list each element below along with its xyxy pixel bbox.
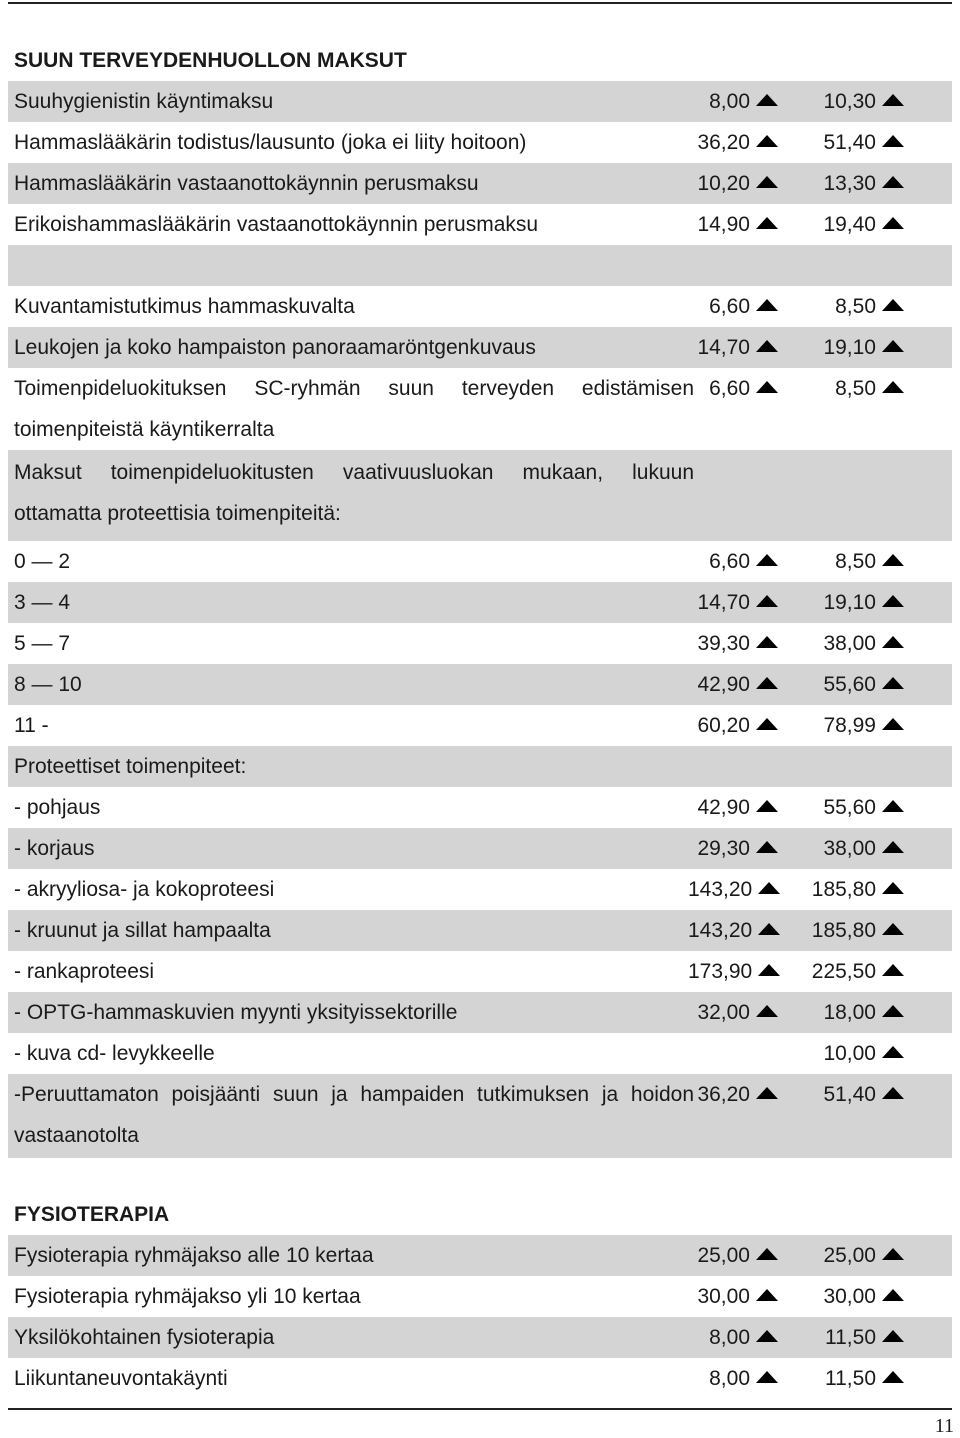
euro-icon <box>882 176 904 188</box>
price-1: 36,20 <box>688 122 778 163</box>
table-row <box>8 1033 952 1074</box>
price-2: 10,30 <box>808 81 904 122</box>
row-label: - rankaproteesi <box>14 960 155 983</box>
table-row <box>8 623 952 664</box>
euro-icon <box>882 1248 904 1260</box>
row-label: - OPTG-hammaskuvien myynti yksityissektorille <box>14 1001 458 1024</box>
price-1: 143,20 <box>688 869 778 910</box>
price-1: 25,00 <box>688 1235 778 1276</box>
table-row <box>8 122 952 163</box>
table-row <box>8 992 952 1033</box>
price-2: 51,40 <box>808 1074 904 1115</box>
price-2: 8,50 <box>808 541 904 582</box>
euro-icon <box>882 381 904 393</box>
euro-icon <box>882 718 904 730</box>
euro-icon <box>882 1371 904 1383</box>
price-1: 42,90 <box>688 787 778 828</box>
price-1: 10,20 <box>688 163 778 204</box>
price-1: 8,00 <box>688 1317 778 1358</box>
euro-icon <box>882 923 904 935</box>
row-label: Hammaslääkärin todistus/lausunto (joka ei liity hoitoon) <box>14 131 527 154</box>
euro-icon <box>882 1087 904 1099</box>
table-row <box>8 951 952 992</box>
euro-icon <box>882 964 904 976</box>
table-row <box>8 1358 952 1399</box>
euro-icon <box>882 595 904 607</box>
price-2: 19,40 <box>808 204 904 245</box>
euro-icon <box>882 135 904 147</box>
bottom-rule <box>8 1408 952 1410</box>
table-row <box>8 1235 952 1276</box>
euro-icon <box>756 340 778 352</box>
euro-icon <box>756 636 778 648</box>
table-row <box>8 828 952 869</box>
table-row <box>8 664 952 705</box>
table-row <box>8 787 952 828</box>
euro-icon <box>756 94 778 106</box>
price-2: 78,99 <box>808 705 904 746</box>
price-1: 8,00 <box>688 81 778 122</box>
price-2: 55,60 <box>808 664 904 705</box>
euro-icon <box>882 1046 904 1058</box>
section-title: SUUN TERVEYDENHUOLLON MAKSUT <box>14 49 407 72</box>
table-row <box>8 1074 952 1158</box>
euro-icon <box>882 882 904 894</box>
euro-icon <box>882 299 904 311</box>
euro-icon <box>758 964 780 976</box>
euro-icon <box>756 718 778 730</box>
row-label: - pohjaus <box>14 796 101 819</box>
euro-icon <box>756 1005 778 1017</box>
euro-icon <box>882 636 904 648</box>
top-rule <box>8 2 952 4</box>
price-2: 38,00 <box>808 828 904 869</box>
row-label: Toimenpideluokituksen SC-ryhmän suun terveyden edistämisen toimenpiteistä käyntikerralta <box>14 377 694 441</box>
price-1: 60,20 <box>688 705 778 746</box>
euro-icon <box>882 340 904 352</box>
spacer-row <box>8 245 952 286</box>
euro-icon <box>756 800 778 812</box>
euro-icon <box>756 677 778 689</box>
price-1: 6,60 <box>688 541 778 582</box>
euro-icon <box>756 554 778 566</box>
row-label: Leukojen ja koko hampaiston panoraamaröntgenkuvaus <box>14 336 536 359</box>
price-1: 14,90 <box>688 204 778 245</box>
price-1: 39,30 <box>688 623 778 664</box>
euro-icon <box>756 1289 778 1301</box>
euro-icon <box>756 1371 778 1383</box>
price-2: 19,10 <box>808 582 904 623</box>
price-2: 8,50 <box>808 368 904 409</box>
row-label: - akryyliosa- ja kokoproteesi <box>14 878 275 901</box>
price-2: 185,80 <box>808 869 904 910</box>
euro-icon <box>882 677 904 689</box>
row-label: Proteettiset toimenpiteet: <box>14 755 247 778</box>
euro-icon <box>756 1087 778 1099</box>
euro-icon <box>882 1289 904 1301</box>
euro-icon <box>882 1005 904 1017</box>
price-2: 51,40 <box>808 122 904 163</box>
price-1: 42,90 <box>688 664 778 705</box>
table-row <box>8 1317 952 1358</box>
row-label: - kruunut ja sillat hampaalta <box>14 919 271 942</box>
price-1: 30,00 <box>688 1276 778 1317</box>
euro-icon <box>882 554 904 566</box>
row-label: Yksilökohtainen fysioterapia <box>14 1326 275 1349</box>
price-1: 6,60 <box>688 368 778 409</box>
section-header-dental <box>8 40 952 81</box>
table-row <box>8 705 952 746</box>
price-1: 29,30 <box>688 828 778 869</box>
price-2: 8,50 <box>808 286 904 327</box>
price-2: 30,00 <box>808 1276 904 1317</box>
euro-icon <box>882 800 904 812</box>
table-row <box>8 1276 952 1317</box>
price-2: 13,30 <box>808 163 904 204</box>
euro-icon <box>756 135 778 147</box>
table-row <box>8 910 952 951</box>
price-2: 10,00 <box>808 1033 904 1074</box>
table-row <box>8 327 952 368</box>
price-1: 36,20 <box>688 1074 778 1115</box>
row-label: 11 - <box>14 714 49 737</box>
table-row <box>8 204 952 245</box>
table-row <box>8 450 952 541</box>
price-2: 225,50 <box>808 951 904 992</box>
euro-icon <box>882 1330 904 1342</box>
page-number: 11 <box>934 1415 954 1437</box>
row-label: 0 — 2 <box>14 550 71 573</box>
row-label: Fysioterapia ryhmäjakso alle 10 kertaa <box>14 1244 374 1267</box>
euro-icon <box>756 1330 778 1342</box>
table-row <box>8 746 952 787</box>
table-row <box>8 541 952 582</box>
euro-icon <box>882 94 904 106</box>
euro-icon <box>756 381 778 393</box>
row-label: Hammaslääkärin vastaanottokäynnin perusmaksu <box>14 172 479 195</box>
price-1: 143,20 <box>688 910 778 951</box>
euro-icon <box>756 595 778 607</box>
euro-icon <box>756 1248 778 1260</box>
price-1: 32,00 <box>688 992 778 1033</box>
price-2: 11,50 <box>808 1358 904 1399</box>
row-label: Fysioterapia ryhmäjakso yli 10 kertaa <box>14 1285 361 1308</box>
table-row <box>8 81 952 122</box>
row-label: Kuvantamistutkimus hammaskuvalta <box>14 295 355 318</box>
price-2: 38,00 <box>808 623 904 664</box>
price-2: 19,10 <box>808 327 904 368</box>
price-1: 14,70 <box>688 582 778 623</box>
euro-icon <box>882 217 904 229</box>
spacer-row <box>8 1158 952 1194</box>
price-2: 55,60 <box>808 787 904 828</box>
price-2: 25,00 <box>808 1235 904 1276</box>
price-2: 185,80 <box>808 910 904 951</box>
table-row <box>8 163 952 204</box>
euro-icon <box>758 882 780 894</box>
row-label: Erikoishammaslääkärin vastaanottokäynnin perusmaksu <box>14 213 539 236</box>
row-label: 8 — 10 <box>14 673 82 696</box>
price-1: 6,60 <box>688 286 778 327</box>
table-row <box>8 368 952 450</box>
euro-icon <box>882 841 904 853</box>
table-row <box>8 582 952 623</box>
euro-icon <box>758 923 780 935</box>
row-label: 5 — 7 <box>14 632 71 655</box>
row-label: - kuva cd- levykkeelle <box>14 1042 215 1065</box>
row-label: Maksut toimenpideluokitusten vaativuusluokan mukaan, lukuun ottamatta proteettisia toimenpiteitä: <box>14 461 694 525</box>
table-row <box>8 286 952 327</box>
price-1: 173,90 <box>688 951 778 992</box>
section-title: FYSIOTERAPIA <box>14 1203 170 1226</box>
row-label: Liikuntaneuvontakäynti <box>14 1367 228 1390</box>
euro-icon <box>756 176 778 188</box>
row-label: -Peruuttamaton poisjäänti suun ja hampaiden tutkimuksen ja hoidon vastaanotolta <box>14 1083 694 1147</box>
row-label: 3 — 4 <box>14 591 71 614</box>
row-label: Suuhygienistin käyntimaksu <box>14 90 274 113</box>
euro-icon <box>756 841 778 853</box>
price-2: 11,50 <box>808 1317 904 1358</box>
row-label: - korjaus <box>14 837 95 860</box>
section-header-physio <box>8 1194 952 1235</box>
table-row <box>8 869 952 910</box>
price-2: 18,00 <box>808 992 904 1033</box>
euro-icon <box>756 217 778 229</box>
euro-icon <box>756 299 778 311</box>
price-1: 14,70 <box>688 327 778 368</box>
price-1: 8,00 <box>688 1358 778 1399</box>
